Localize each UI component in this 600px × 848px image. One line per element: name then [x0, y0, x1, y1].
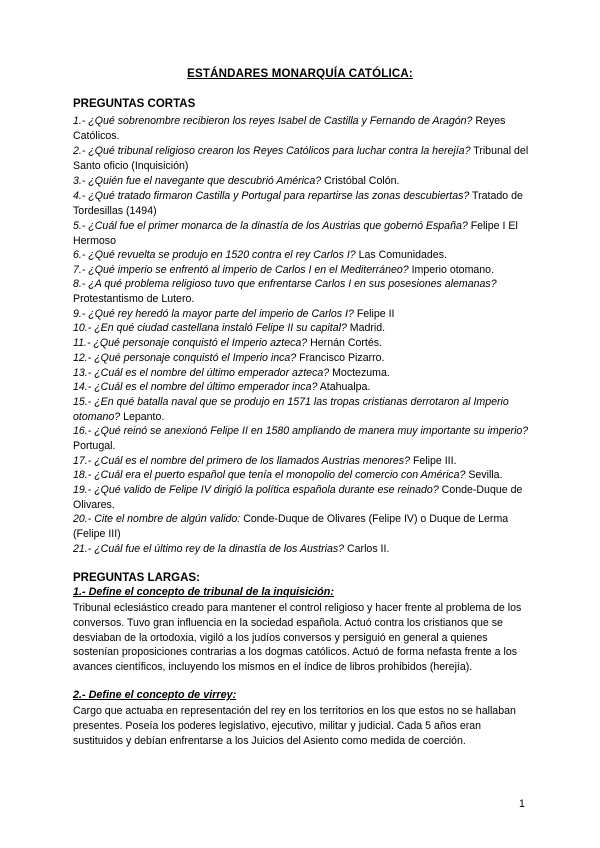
question-text: 4.- ¿Qué tratado firmaron Castilla y Portugal para repartirse las zonas descubiertas? — [73, 190, 470, 202]
answer-text: Atahualpa. — [317, 381, 371, 393]
answer-text: Conde-Duque de Olivares (Felipe IV) o Duque de Lerma (Felipe III) — [73, 513, 509, 540]
question-text: 2.- ¿Qué tribunal religioso crearon los Reyes Católicos para luchar contra la herejía? — [73, 145, 471, 157]
question-text: 20.- Cite el nombre de algún valido: — [73, 513, 241, 525]
answer-text: Portugal. — [73, 439, 116, 452]
question-text: 21.- ¿Cuál fue el último rey de la dinastía de los Austrias? — [73, 543, 345, 555]
question-text: 18.- ¿Cuál era el puerto español que tenía el monopolio del comercio con América? — [73, 469, 466, 481]
answer-text: Carlos II. — [344, 543, 390, 555]
short-questions-heading: PREGUNTAS CORTAS — [73, 98, 196, 110]
answer-text: Tribunal del Santo oficio (Inquisición) — [73, 145, 529, 172]
short-question-6 — [73, 248, 533, 263]
long-question-2-title: 2.- Define el concepto de virrey: — [73, 689, 237, 701]
short-question-9 — [73, 307, 533, 322]
short-question-5 — [73, 219, 533, 249]
short-question-21 — [73, 542, 533, 557]
answer-text: Reyes Católicos. — [73, 115, 506, 142]
page-number: 1 — [519, 798, 525, 810]
short-question-8 — [73, 277, 533, 307]
short-question-13 — [73, 366, 533, 381]
short-question-15 — [73, 395, 533, 425]
answer-text: Sevilla. — [465, 469, 503, 481]
question-text: 19.- ¿Qué valido de Felipe IV dirigió la política española durante ese reinado? — [73, 484, 439, 496]
long-question-1-answer: Tribunal eclesiástico creado para mantener el control religioso y hacer frente al problema de los conversos. Tuvo gran influencia en la sociedad española. Actuó contra los cristianos que se desviaban de la ortodoxia, vigiló a los judíos conversos y persiguió en general a quienes sostenían proposiciones contrarias a los dogmas católicos. Actuó de forma nefasta frente a los avances científicos, incluyendo los mismos en el índice de libros prohibidos (herejía). — [73, 602, 522, 674]
answer-text: Protestantismo de Lutero. — [73, 292, 195, 305]
answer-text: Cristóbal Colón. — [321, 175, 400, 187]
short-question-19 — [73, 483, 533, 513]
answer-text: Felipe I El Hermoso — [73, 220, 518, 247]
question-text: 13.- ¿Cuál es el nombre del último emperador azteca? — [73, 367, 330, 379]
question-text: 8.- ¿A qué problema religioso tuvo que enfrentarse Carlos I en sus posesiones alemanas? — [73, 278, 497, 290]
question-text: 15.- ¿En qué batalla naval que se produjo en 1571 las tropas cristianas derrotaron al Imperio otomano? — [73, 396, 509, 423]
question-text: 16.- ¿Qué reinó se anexionó Felipe II en 1580 ampliando de manera muy importante su imperio? — [73, 425, 529, 437]
short-question-3 — [73, 174, 533, 189]
long-question-2-answer: Cargo que actuaba en representación del rey en los territorios en los que estos no se hallaban presentes. Poseía los poderes legislativo, ejecutivo, militar y judicial. Cada 5 años eran sustituidos y debían enfrentarse a los Juicios del Asiento como medida de coerción. — [73, 705, 516, 747]
short-question-2 — [73, 144, 533, 174]
answer-text: Hernán Cortés. — [307, 337, 382, 349]
question-text: 6.- ¿Qué revuelta se produjo en 1520 contra el rey Carlos I? — [73, 249, 356, 261]
question-text: 12.- ¿Qué personaje conquistó el Imperio inca? — [73, 352, 297, 364]
short-question-18 — [73, 468, 533, 483]
short-question-4 — [73, 189, 533, 219]
question-text: 11.- ¿Qué personaje conquistó el Imperio azteca? — [73, 337, 308, 349]
question-text: 7.- ¿Qué imperio se enfrentó al imperio de Carlos I en el Mediterráneo? — [73, 264, 409, 276]
short-question-20 — [73, 512, 533, 542]
answer-text: Madrid. — [346, 322, 386, 334]
answer-text: Francisco Pizarro. — [296, 352, 385, 364]
question-text: 10.- ¿En qué ciudad castellana instaló Felipe II su capital? — [73, 322, 347, 334]
short-question-10 — [73, 321, 533, 336]
answer-text: Conde-Duque de Olivares. — [73, 484, 523, 511]
question-text: 14.- ¿Cuál es el nombre del último emperador inca? — [73, 381, 318, 393]
answer-text: Moctezuma. — [329, 367, 390, 379]
short-question-16 — [73, 424, 533, 454]
short-question-17 — [73, 454, 533, 469]
short-question-7 — [73, 263, 533, 278]
answer-text: Las Comunidades. — [355, 249, 447, 261]
question-text: 17.- ¿Cuál es el nombre del primero de los llamados Austrias menores? — [73, 455, 410, 467]
document-title: ESTÁNDARES MONARQUÍA CATÓLICA: — [187, 68, 413, 80]
short-question-11 — [73, 336, 533, 351]
answer-text: Lepanto. — [120, 410, 165, 423]
answer-text: Felipe II — [353, 308, 395, 320]
question-text: 5.- ¿Cuál fue el primer monarca de la dinastía de los Austrias que gobernó España? — [73, 220, 468, 232]
long-question-1-title: 1.- Define el concepto de tribunal de la inquisición: — [73, 586, 334, 598]
question-text: 9.- ¿Qué rey heredó la mayor parte del imperio de Carlos I? — [73, 308, 354, 320]
short-question-14 — [73, 380, 533, 395]
short-question-12 — [73, 351, 533, 366]
question-text: 3.- ¿Quién fue el navegante que descubrió América? — [73, 175, 322, 187]
long-questions-heading: PREGUNTAS LARGAS: — [73, 572, 200, 584]
question-text: 1.- ¿Qué sobrenombre recibieron los reyes Isabel de Castilla y Fernando de Aragón? — [73, 115, 473, 127]
answer-text: Imperio otomano. — [408, 264, 495, 276]
answer-text: Felipe III. — [410, 455, 457, 467]
short-question-1 — [73, 114, 533, 144]
answer-text: Tratado de Tordesillas (1494) — [73, 190, 523, 217]
